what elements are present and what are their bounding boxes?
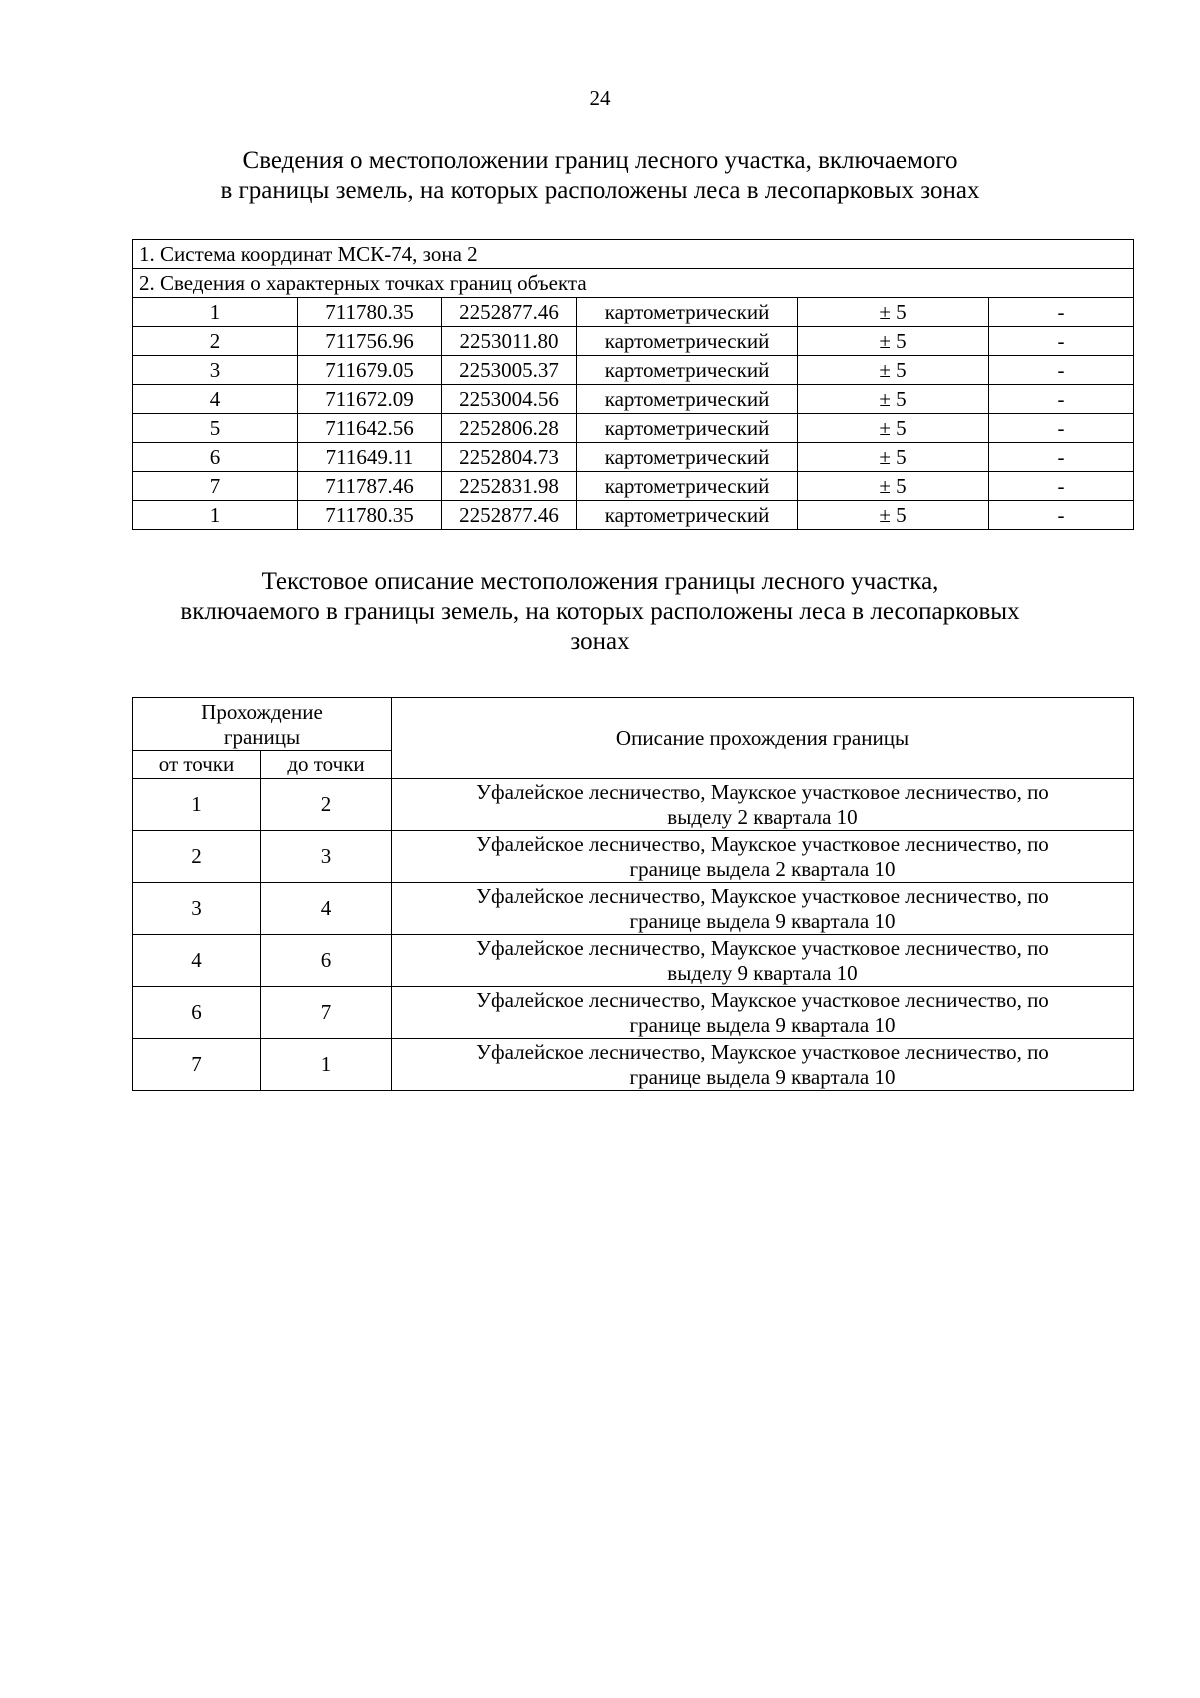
description-line: границе выдела 9 квартала 10 [629,1012,896,1037]
method-cell: картометрический [577,443,798,472]
passage-header-cell [133,698,392,751]
section1-title-line: Сведения о местоположении границ лесного участка, включаемого [242,147,958,174]
point-number-cell: 1 [133,501,298,530]
coordinate-system-cell: 1. Система координат МСК-74, зона 2 [133,240,1134,269]
y-coordinate-cell: 2252877.46 [442,298,577,327]
accuracy-cell: ± 5 [798,327,989,356]
from-point-cell: 3 [133,883,261,935]
boundary-description-table [132,697,1134,1091]
y-coordinate-cell: 2252831.98 [442,472,577,501]
description-line: Уфалейское лесничество, Маукское участковое лесничество, по [476,935,1049,960]
section2-title-line: включаемого в границы земель, на которых расположены леса в лесопарковых [180,598,1020,625]
table-row [133,1039,1134,1091]
point-number-cell: 6 [133,443,298,472]
x-coordinate-cell: 711649.11 [298,443,442,472]
page-number: 24 [589,86,611,110]
passage-description-cell [392,831,1134,883]
to-point-cell: 7 [261,987,392,1039]
accuracy-cell: ± 5 [798,385,989,414]
point-description-cell: - [989,327,1134,356]
point-description-cell: - [989,414,1134,443]
point-description-cell: - [989,298,1134,327]
table-row [133,298,1134,327]
table-row [133,883,1134,935]
section1-title [0,146,1200,206]
accuracy-cell: ± 5 [798,356,989,385]
point-description-cell: - [989,356,1134,385]
passage-header-line2: границы [223,725,301,749]
coordinates-table [132,239,1134,530]
y-coordinate-cell: 2252804.73 [442,443,577,472]
accuracy-cell: ± 5 [798,443,989,472]
header-row [133,698,1134,751]
table-row [133,831,1134,883]
table-row [133,472,1134,501]
description-line: границе выдела 9 квартала 10 [629,1064,896,1089]
method-cell: картометрический [577,327,798,356]
passage-description-cell [392,935,1134,987]
point-description-cell: - [989,443,1134,472]
section1-title-line: в границы земель, на которых расположены леса в лесопарковых зонах [220,177,980,204]
to-point-header-cell: до точки [261,751,392,779]
x-coordinate-cell: 711756.96 [298,327,442,356]
method-cell: картометрический [577,356,798,385]
method-cell: картометрический [577,298,798,327]
x-coordinate-cell: 711679.05 [298,356,442,385]
to-point-cell: 4 [261,883,392,935]
method-cell: картометрический [577,414,798,443]
y-coordinate-cell: 2253004.56 [442,385,577,414]
point-number-cell: 7 [133,472,298,501]
from-point-cell: 7 [133,1039,261,1091]
x-coordinate-cell: 711672.09 [298,385,442,414]
point-description-cell: - [989,501,1134,530]
section2-title [0,567,1200,657]
point-number-cell: 4 [133,385,298,414]
x-coordinate-cell: 711780.35 [298,501,442,530]
y-coordinate-cell: 2252877.46 [442,501,577,530]
accuracy-cell: ± 5 [798,501,989,530]
section2-title-line: Текстовое описание местоположения границы лесного участка, [261,568,939,595]
description-header-cell: Описание прохождения границы [392,698,1134,779]
point-number-cell: 1 [133,298,298,327]
description-line: Уфалейское лесничество, Маукское участковое лесничество, по [476,831,1049,856]
point-number-cell: 5 [133,414,298,443]
x-coordinate-cell: 711642.56 [298,414,442,443]
to-point-cell: 3 [261,831,392,883]
description-line: выделу 2 квартала 10 [667,804,858,829]
passage-description-cell [392,1039,1134,1091]
passage-description-cell [392,987,1134,1039]
method-cell: картометрический [577,472,798,501]
passage-description-cell [392,883,1134,935]
table-row [133,414,1134,443]
table-row [133,356,1134,385]
coordinate-system-row [133,240,1134,269]
from-point-cell: 4 [133,935,261,987]
table-row [133,935,1134,987]
from-point-cell: 1 [133,779,261,831]
from-point-header-cell: от точки [133,751,261,779]
points-header-cell: 2. Сведения о характерных точках границ объекта [133,269,1134,298]
point-description-cell: - [989,385,1134,414]
to-point-cell: 2 [261,779,392,831]
description-line: Уфалейское лесничество, Маукское участковое лесничество, по [476,987,1049,1012]
points-header-row [133,269,1134,298]
section2-title-line: зонах [570,628,630,655]
description-line: Уфалейское лесничество, Маукское участковое лесничество, по [476,1039,1049,1064]
table-row [133,443,1134,472]
description-line: границе выдела 9 квартала 10 [629,908,896,933]
y-coordinate-cell: 2253005.37 [442,356,577,385]
passage-header-line1: Прохождение [201,700,323,724]
point-number-cell: 2 [133,327,298,356]
accuracy-cell: ± 5 [798,414,989,443]
table-row [133,987,1134,1039]
method-cell: картометрический [577,385,798,414]
x-coordinate-cell: 711787.46 [298,472,442,501]
passage-description-cell [392,779,1134,831]
table-row [133,385,1134,414]
to-point-cell: 1 [261,1039,392,1091]
accuracy-cell: ± 5 [798,472,989,501]
table-row [133,779,1134,831]
description-line: границе выдела 2 квартала 10 [629,856,896,881]
y-coordinate-cell: 2252806.28 [442,414,577,443]
description-line: выделу 9 квартала 10 [667,960,858,985]
description-line: Уфалейское лесничество, Маукское участковое лесничество, по [476,779,1049,804]
from-point-cell: 2 [133,831,261,883]
x-coordinate-cell: 711780.35 [298,298,442,327]
description-line: Уфалейское лесничество, Маукское участковое лесничество, по [476,883,1049,908]
table-row [133,501,1134,530]
from-point-cell: 6 [133,987,261,1039]
accuracy-cell: ± 5 [798,298,989,327]
y-coordinate-cell: 2253011.80 [442,327,577,356]
table-row [133,327,1134,356]
point-description-cell: - [989,472,1134,501]
to-point-cell: 6 [261,935,392,987]
point-number-cell: 3 [133,356,298,385]
method-cell: картометрический [577,501,798,530]
